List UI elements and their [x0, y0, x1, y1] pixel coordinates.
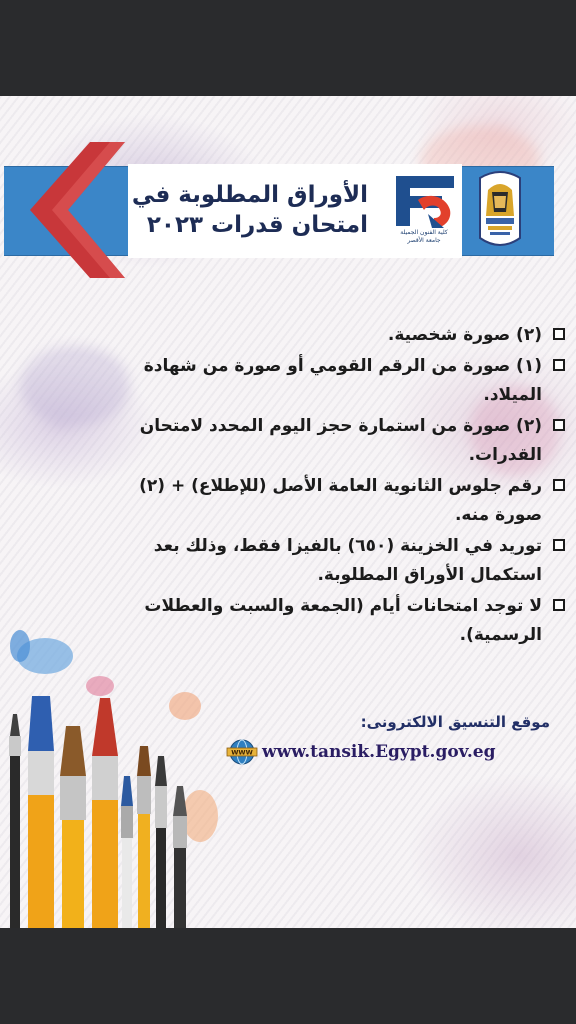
title-line-2: امتحان قدرات ٢٠٢٣ — [146, 212, 368, 238]
list-item-text: (٢) صورة شخصية. — [387, 325, 542, 345]
checkbox-square-icon — [553, 599, 565, 611]
faculty-caption-line-2: جامعة الأقصر — [407, 237, 441, 244]
chevron-left-icon — [30, 142, 125, 278]
svg-text:WWW: WWW — [231, 748, 253, 757]
globe-www-icon — [226, 739, 258, 765]
list-item-text: لا توجد امتحانات أيام (الجمعة والسبت والعطلات الرسمية). — [144, 596, 542, 645]
list-item — [100, 352, 568, 410]
list-item — [100, 532, 568, 590]
checkbox-square-icon — [553, 479, 565, 491]
faculty-caption-line-1: كلية الفنون الجميلة — [400, 229, 448, 236]
website-link[interactable]: www.tansik.Egypt.gov.eg — [262, 742, 496, 762]
requirements-list — [100, 321, 568, 652]
university-seal-icon — [472, 168, 528, 252]
list-item — [100, 472, 568, 530]
list-item — [100, 412, 568, 470]
website-label: موقع التنسيق الالكترونى: — [360, 713, 550, 731]
checkbox-square-icon — [553, 359, 565, 371]
announcement-poster — [0, 96, 576, 928]
list-item-text: رقم جلوس الثانوية العامة الأصل (للإطلاع) + (٢) صورة منه. — [139, 476, 542, 525]
checkbox-square-icon — [553, 328, 565, 340]
page-title — [128, 166, 368, 256]
checkbox-square-icon — [553, 419, 565, 431]
faculty-caption — [384, 229, 464, 245]
paint-brushes-illustration — [0, 616, 230, 928]
title-line-1: الأوراق المطلوبة في — [131, 182, 368, 208]
list-item-text: (١) صورة من الرقم القومي أو صورة من شهادة الميلاد. — [143, 356, 542, 405]
list-item-text: توريد في الخزينة (٦٥٠) بالفيزا فقط، وذلك بعد استكمال الأوراق المطلوبة. — [153, 536, 542, 585]
list-item-text: (٢) صورة من استمارة حجز اليوم المحدد لامتحان القدرات. — [139, 416, 542, 465]
website-row[interactable] — [226, 737, 495, 767]
checkbox-square-icon — [553, 539, 565, 551]
list-item — [100, 321, 568, 350]
